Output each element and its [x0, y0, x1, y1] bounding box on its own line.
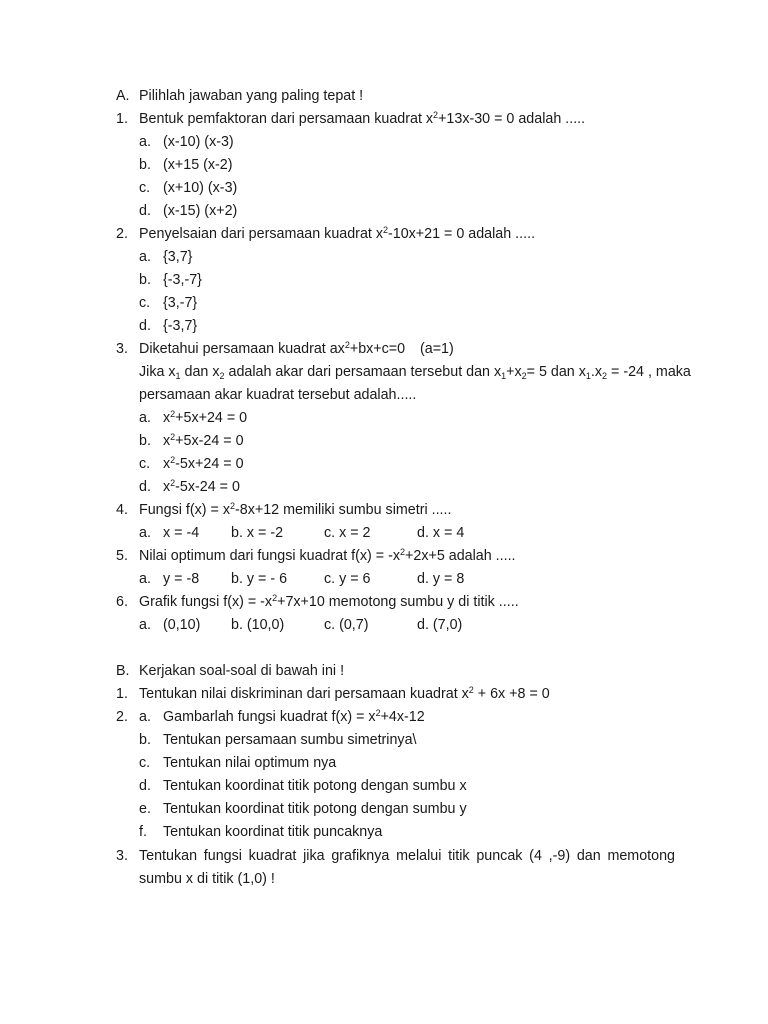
section-a-title: Pilihlah jawaban yang paling tepat ! — [139, 88, 364, 104]
section-b-title: Kerjakan soal-soal di bawah ini ! — [139, 663, 345, 679]
question-stem: Penyelsaian dari persamaan kuadrat $x^2-10x+21 = 0$ adalah ..... — [139, 225, 536, 242]
question-condition: (a=1) — [420, 341, 454, 357]
question-number: 5. — [116, 548, 128, 564]
question-number: 2. — [116, 709, 128, 725]
question-stem: Fungsi $f(x) = x^2-8x+12$ memiliki sumbu simetri ..... — [139, 501, 452, 518]
question-stem: Tentukan nilai diskriminan dari persamaan kuadrat $x^2 + 6x +8 = 0$ — [139, 685, 550, 702]
question-number: 2. — [116, 226, 128, 242]
question-stem: Diketahui persamaan kuadrat $ax^2+bx+c=0$ — [139, 340, 406, 357]
essay-question-3-line-1: Tentukan fungsi kuadrat jika grafiknya melalui titik puncak (4 ,-9) dan memotong — [139, 848, 675, 864]
question-stem: Bentuk pemfaktoran dari persamaan kuadrat $x^2+13x-30 = 0$ adalah ..... — [139, 110, 586, 127]
question-stem: Nilai optimum dari fungsi kuadrat $f(x) = -x^2+2x+5$ adalah ..... — [139, 547, 516, 564]
question-number: 6. — [116, 594, 128, 610]
section-a-marker: A. — [116, 88, 130, 104]
question-number: 1. — [116, 111, 128, 127]
question-number: 1. — [116, 686, 128, 702]
question-3-line-2: Jika $x_1$ dan $x_2$ adalah akar dari persamaan tersebut dan $x_1+x_2= 5$ dan $x_1.x_2 = -24$ , maka — [139, 364, 691, 381]
question-stem: Grafik fungsi $f(x) = -x^2+7x+10$ memotong sumbu y di titik ..... — [139, 593, 519, 610]
question-number: 4. — [116, 502, 128, 518]
section-b-marker: B. — [116, 663, 130, 679]
question-number: 3. — [116, 848, 128, 864]
question-number: 3. — [116, 341, 128, 357]
